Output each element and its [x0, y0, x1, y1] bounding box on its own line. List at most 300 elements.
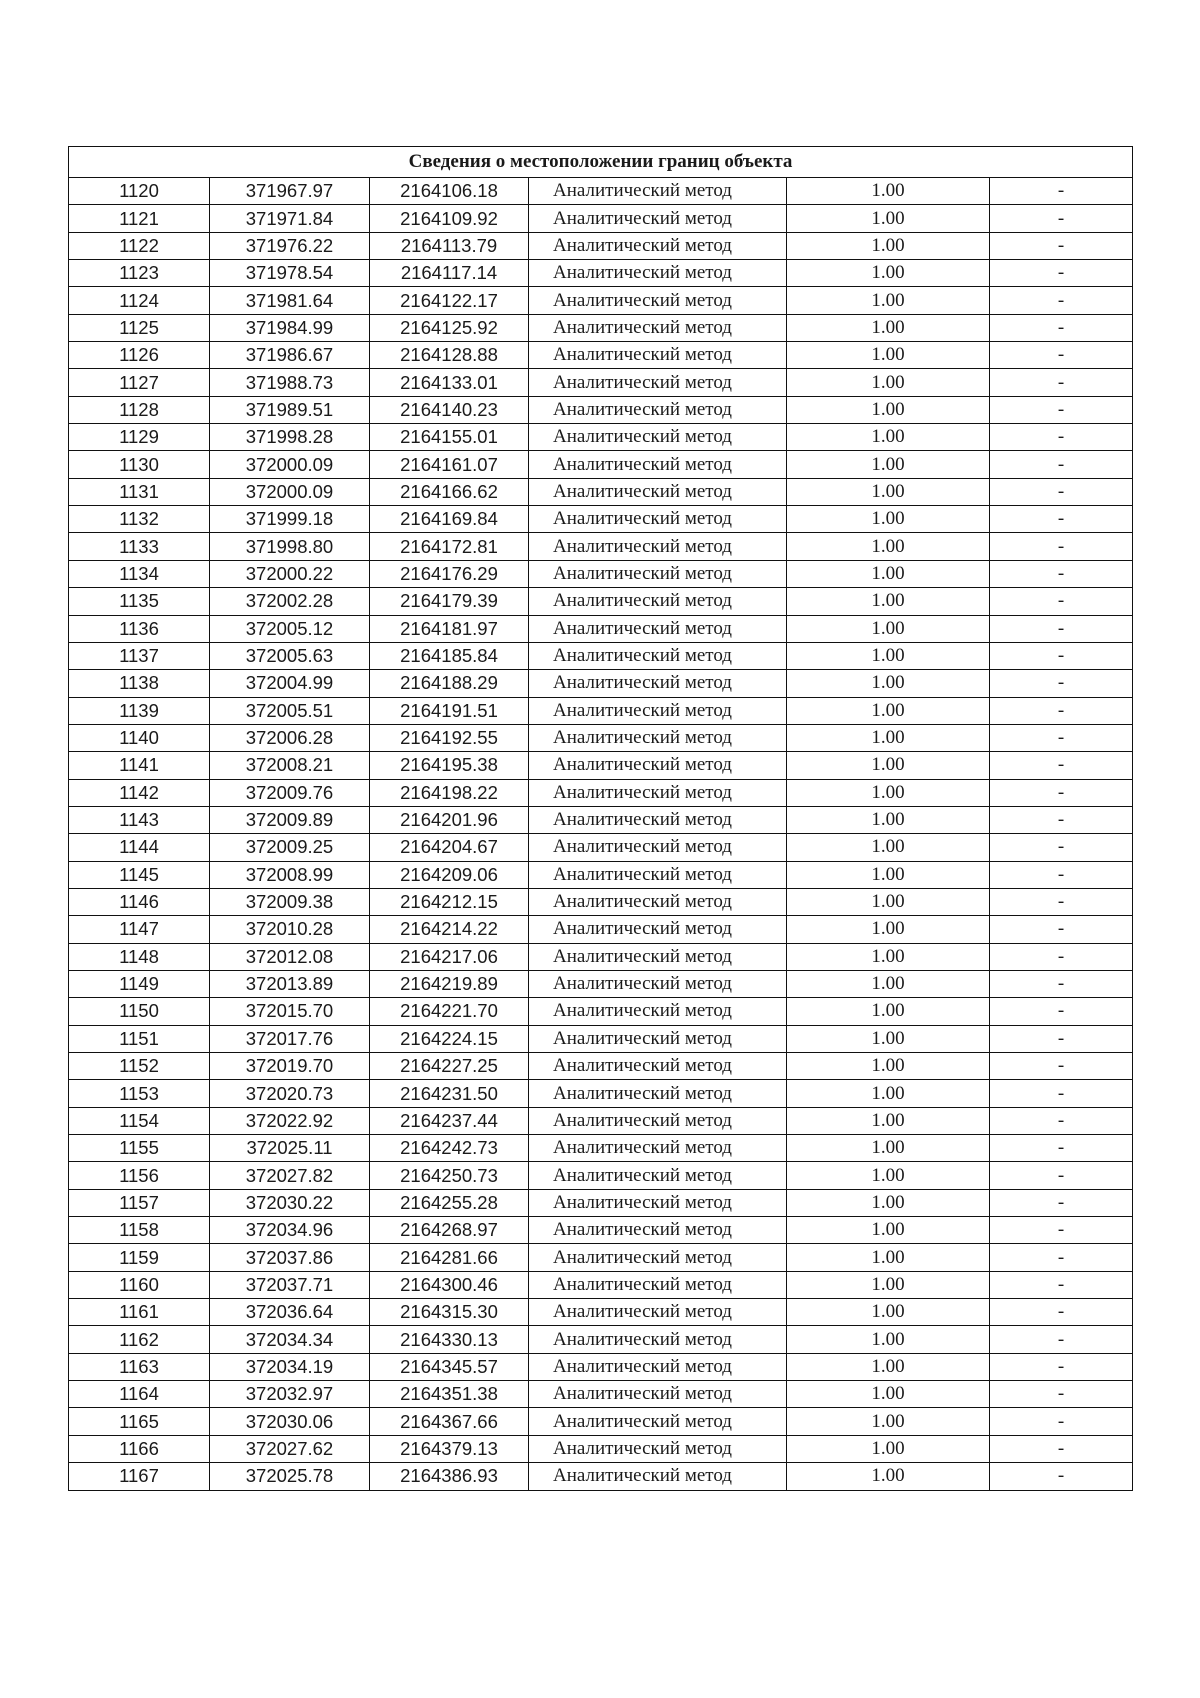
accuracy-cell: 1.00 [787, 1189, 990, 1216]
method-cell: Аналитический метод [529, 1463, 787, 1490]
y-coordinate-cell: 2164255.28 [370, 1189, 529, 1216]
y-coordinate-cell: 2164166.62 [370, 478, 529, 505]
y-coordinate-cell: 2164268.97 [370, 1217, 529, 1244]
point-number-cell: 1143 [69, 806, 210, 833]
note-cell: - [990, 970, 1133, 997]
table-row [69, 369, 1133, 396]
y-coordinate-cell: 2164133.01 [370, 369, 529, 396]
accuracy-cell: 1.00 [787, 916, 990, 943]
method-cell: Аналитический метод [529, 1025, 787, 1052]
method-cell: Аналитический метод [529, 1189, 787, 1216]
method-cell: Аналитический метод [529, 342, 787, 369]
method-cell: Аналитический метод [529, 670, 787, 697]
table-row [69, 615, 1133, 642]
note-cell: - [990, 834, 1133, 861]
table-row [69, 697, 1133, 724]
point-number-cell: 1140 [69, 724, 210, 751]
table-row [69, 1435, 1133, 1462]
accuracy-cell: 1.00 [787, 861, 990, 888]
method-cell: Аналитический метод [529, 1244, 787, 1271]
method-cell: Аналитический метод [529, 916, 787, 943]
y-coordinate-cell: 2164140.23 [370, 396, 529, 423]
note-cell: - [990, 314, 1133, 341]
note-cell: - [990, 1271, 1133, 1298]
accuracy-cell: 1.00 [787, 1271, 990, 1298]
method-cell: Аналитический метод [529, 1217, 787, 1244]
point-number-cell: 1120 [69, 178, 210, 205]
y-coordinate-cell: 2164386.93 [370, 1463, 529, 1490]
note-cell: - [990, 424, 1133, 451]
note-cell: - [990, 588, 1133, 615]
table-row [69, 806, 1133, 833]
accuracy-cell: 1.00 [787, 1299, 990, 1326]
note-cell: - [990, 670, 1133, 697]
point-number-cell: 1153 [69, 1080, 210, 1107]
point-number-cell: 1129 [69, 424, 210, 451]
method-cell: Аналитический метод [529, 697, 787, 724]
accuracy-cell: 1.00 [787, 1353, 990, 1380]
note-cell: - [990, 533, 1133, 560]
x-coordinate-cell: 372017.76 [210, 1025, 370, 1052]
accuracy-cell: 1.00 [787, 342, 990, 369]
point-number-cell: 1125 [69, 314, 210, 341]
note-cell: - [990, 1408, 1133, 1435]
accuracy-cell: 1.00 [787, 506, 990, 533]
method-cell: Аналитический метод [529, 943, 787, 970]
y-coordinate-cell: 2164128.88 [370, 342, 529, 369]
method-cell: Аналитический метод [529, 1353, 787, 1380]
point-number-cell: 1135 [69, 588, 210, 615]
accuracy-cell: 1.00 [787, 178, 990, 205]
y-coordinate-cell: 2164204.67 [370, 834, 529, 861]
y-coordinate-cell: 2164201.96 [370, 806, 529, 833]
table-row [69, 970, 1133, 997]
point-number-cell: 1133 [69, 533, 210, 560]
accuracy-cell: 1.00 [787, 424, 990, 451]
x-coordinate-cell: 372034.34 [210, 1326, 370, 1353]
table-row [69, 1326, 1133, 1353]
accuracy-cell: 1.00 [787, 1435, 990, 1462]
x-coordinate-cell: 372030.06 [210, 1408, 370, 1435]
table-row [69, 1408, 1133, 1435]
x-coordinate-cell: 372010.28 [210, 916, 370, 943]
table-row [69, 670, 1133, 697]
table-row [69, 232, 1133, 259]
x-coordinate-cell: 371988.73 [210, 369, 370, 396]
accuracy-cell: 1.00 [787, 834, 990, 861]
point-number-cell: 1164 [69, 1381, 210, 1408]
table-row [69, 998, 1133, 1025]
note-cell: - [990, 1135, 1133, 1162]
table-row [69, 1162, 1133, 1189]
accuracy-cell: 1.00 [787, 1107, 990, 1134]
y-coordinate-cell: 2164195.38 [370, 752, 529, 779]
accuracy-cell: 1.00 [787, 1217, 990, 1244]
method-cell: Аналитический метод [529, 260, 787, 287]
x-coordinate-cell: 371967.97 [210, 178, 370, 205]
accuracy-cell: 1.00 [787, 588, 990, 615]
point-number-cell: 1161 [69, 1299, 210, 1326]
point-number-cell: 1162 [69, 1326, 210, 1353]
accuracy-cell: 1.00 [787, 1162, 990, 1189]
note-cell: - [990, 1025, 1133, 1052]
accuracy-cell: 1.00 [787, 533, 990, 560]
accuracy-cell: 1.00 [787, 998, 990, 1025]
note-cell: - [990, 998, 1133, 1025]
table-row [69, 560, 1133, 587]
table-row [69, 478, 1133, 505]
method-cell: Аналитический метод [529, 1107, 787, 1134]
y-coordinate-cell: 2164231.50 [370, 1080, 529, 1107]
method-cell: Аналитический метод [529, 369, 787, 396]
note-cell: - [990, 1326, 1133, 1353]
x-coordinate-cell: 371984.99 [210, 314, 370, 341]
x-coordinate-cell: 372013.89 [210, 970, 370, 997]
method-cell: Аналитический метод [529, 1381, 787, 1408]
point-number-cell: 1126 [69, 342, 210, 369]
accuracy-cell: 1.00 [787, 1135, 990, 1162]
x-coordinate-cell: 371971.84 [210, 205, 370, 232]
point-number-cell: 1139 [69, 697, 210, 724]
point-number-cell: 1137 [69, 642, 210, 669]
accuracy-cell: 1.00 [787, 369, 990, 396]
method-cell: Аналитический метод [529, 970, 787, 997]
y-coordinate-cell: 2164242.73 [370, 1135, 529, 1162]
x-coordinate-cell: 372002.28 [210, 588, 370, 615]
y-coordinate-cell: 2164106.18 [370, 178, 529, 205]
table-row [69, 1053, 1133, 1080]
note-cell: - [990, 1162, 1133, 1189]
point-number-cell: 1138 [69, 670, 210, 697]
x-coordinate-cell: 372015.70 [210, 998, 370, 1025]
point-number-cell: 1144 [69, 834, 210, 861]
note-cell: - [990, 1053, 1133, 1080]
accuracy-cell: 1.00 [787, 396, 990, 423]
method-cell: Аналитический метод [529, 205, 787, 232]
point-number-cell: 1136 [69, 615, 210, 642]
point-number-cell: 1142 [69, 779, 210, 806]
y-coordinate-cell: 2164219.89 [370, 970, 529, 997]
x-coordinate-cell: 372022.92 [210, 1107, 370, 1134]
x-coordinate-cell: 372008.21 [210, 752, 370, 779]
note-cell: - [990, 1381, 1133, 1408]
y-coordinate-cell: 2164155.01 [370, 424, 529, 451]
point-number-cell: 1149 [69, 970, 210, 997]
note-cell: - [990, 451, 1133, 478]
table-title-row [69, 147, 1133, 178]
y-coordinate-cell: 2164109.92 [370, 205, 529, 232]
accuracy-cell: 1.00 [787, 287, 990, 314]
y-coordinate-cell: 2164117.14 [370, 260, 529, 287]
accuracy-cell: 1.00 [787, 1463, 990, 1490]
table-row [69, 1135, 1133, 1162]
y-coordinate-cell: 2164188.29 [370, 670, 529, 697]
accuracy-cell: 1.00 [787, 451, 990, 478]
point-number-cell: 1150 [69, 998, 210, 1025]
y-coordinate-cell: 2164122.17 [370, 287, 529, 314]
method-cell: Аналитический метод [529, 1271, 787, 1298]
accuracy-cell: 1.00 [787, 1025, 990, 1052]
x-coordinate-cell: 372032.97 [210, 1381, 370, 1408]
accuracy-cell: 1.00 [787, 1381, 990, 1408]
table-row [69, 779, 1133, 806]
point-number-cell: 1163 [69, 1353, 210, 1380]
point-number-cell: 1152 [69, 1053, 210, 1080]
x-coordinate-cell: 372005.63 [210, 642, 370, 669]
method-cell: Аналитический метод [529, 1408, 787, 1435]
x-coordinate-cell: 372005.51 [210, 697, 370, 724]
table-row [69, 451, 1133, 478]
x-coordinate-cell: 372009.25 [210, 834, 370, 861]
y-coordinate-cell: 2164224.15 [370, 1025, 529, 1052]
method-cell: Аналитический метод [529, 533, 787, 560]
x-coordinate-cell: 372006.28 [210, 724, 370, 751]
x-coordinate-cell: 372019.70 [210, 1053, 370, 1080]
note-cell: - [990, 697, 1133, 724]
note-cell: - [990, 260, 1133, 287]
table-row [69, 533, 1133, 560]
point-number-cell: 1146 [69, 888, 210, 915]
x-coordinate-cell: 371978.54 [210, 260, 370, 287]
note-cell: - [990, 506, 1133, 533]
x-coordinate-cell: 372034.19 [210, 1353, 370, 1380]
y-coordinate-cell: 2164250.73 [370, 1162, 529, 1189]
point-number-cell: 1158 [69, 1217, 210, 1244]
y-coordinate-cell: 2164176.29 [370, 560, 529, 587]
note-cell: - [990, 1463, 1133, 1490]
accuracy-cell: 1.00 [787, 1326, 990, 1353]
table-row [69, 1217, 1133, 1244]
y-coordinate-cell: 2164192.55 [370, 724, 529, 751]
x-coordinate-cell: 371981.64 [210, 287, 370, 314]
table-row [69, 861, 1133, 888]
table-row [69, 1299, 1133, 1326]
method-cell: Аналитический метод [529, 1135, 787, 1162]
y-coordinate-cell: 2164237.44 [370, 1107, 529, 1134]
y-coordinate-cell: 2164191.51 [370, 697, 529, 724]
point-number-cell: 1124 [69, 287, 210, 314]
y-coordinate-cell: 2164169.84 [370, 506, 529, 533]
x-coordinate-cell: 372009.89 [210, 806, 370, 833]
method-cell: Аналитический метод [529, 752, 787, 779]
method-cell: Аналитический метод [529, 834, 787, 861]
x-coordinate-cell: 372030.22 [210, 1189, 370, 1216]
y-coordinate-cell: 2164300.46 [370, 1271, 529, 1298]
note-cell: - [990, 478, 1133, 505]
accuracy-cell: 1.00 [787, 779, 990, 806]
accuracy-cell: 1.00 [787, 806, 990, 833]
method-cell: Аналитический метод [529, 314, 787, 341]
table-row [69, 287, 1133, 314]
note-cell: - [990, 342, 1133, 369]
accuracy-cell: 1.00 [787, 260, 990, 287]
x-coordinate-cell: 372034.96 [210, 1217, 370, 1244]
accuracy-cell: 1.00 [787, 1053, 990, 1080]
x-coordinate-cell: 372025.11 [210, 1135, 370, 1162]
method-cell: Аналитический метод [529, 1299, 787, 1326]
point-number-cell: 1145 [69, 861, 210, 888]
y-coordinate-cell: 2164367.66 [370, 1408, 529, 1435]
method-cell: Аналитический метод [529, 478, 787, 505]
point-number-cell: 1128 [69, 396, 210, 423]
point-number-cell: 1160 [69, 1271, 210, 1298]
table-row [69, 1244, 1133, 1271]
note-cell: - [990, 916, 1133, 943]
note-cell: - [990, 861, 1133, 888]
method-cell: Аналитический метод [529, 806, 787, 833]
table-row [69, 396, 1133, 423]
table-body [69, 178, 1133, 1491]
y-coordinate-cell: 2164185.84 [370, 642, 529, 669]
note-cell: - [990, 779, 1133, 806]
table-row [69, 752, 1133, 779]
x-coordinate-cell: 371998.28 [210, 424, 370, 451]
x-coordinate-cell: 372005.12 [210, 615, 370, 642]
method-cell: Аналитический метод [529, 178, 787, 205]
table-row [69, 1271, 1133, 1298]
point-number-cell: 1127 [69, 369, 210, 396]
method-cell: Аналитический метод [529, 1435, 787, 1462]
x-coordinate-cell: 371998.80 [210, 533, 370, 560]
y-coordinate-cell: 2164172.81 [370, 533, 529, 560]
y-coordinate-cell: 2164209.06 [370, 861, 529, 888]
point-number-cell: 1131 [69, 478, 210, 505]
method-cell: Аналитический метод [529, 396, 787, 423]
method-cell: Аналитический метод [529, 1053, 787, 1080]
y-coordinate-cell: 2164315.30 [370, 1299, 529, 1326]
note-cell: - [990, 1080, 1133, 1107]
x-coordinate-cell: 372020.73 [210, 1080, 370, 1107]
table-row [69, 1353, 1133, 1380]
note-cell: - [990, 1107, 1133, 1134]
method-cell: Аналитический метод [529, 1326, 787, 1353]
table-row [69, 314, 1133, 341]
y-coordinate-cell: 2164330.13 [370, 1326, 529, 1353]
point-number-cell: 1141 [69, 752, 210, 779]
note-cell: - [990, 752, 1133, 779]
method-cell: Аналитический метод [529, 724, 787, 751]
y-coordinate-cell: 2164125.92 [370, 314, 529, 341]
x-coordinate-cell: 371989.51 [210, 396, 370, 423]
method-cell: Аналитический метод [529, 451, 787, 478]
accuracy-cell: 1.00 [787, 314, 990, 341]
x-coordinate-cell: 372025.78 [210, 1463, 370, 1490]
x-coordinate-cell: 371986.67 [210, 342, 370, 369]
accuracy-cell: 1.00 [787, 752, 990, 779]
x-coordinate-cell: 372000.09 [210, 478, 370, 505]
table-row [69, 916, 1133, 943]
y-coordinate-cell: 2164379.13 [370, 1435, 529, 1462]
note-cell: - [990, 369, 1133, 396]
point-number-cell: 1148 [69, 943, 210, 970]
note-cell: - [990, 724, 1133, 751]
accuracy-cell: 1.00 [787, 970, 990, 997]
accuracy-cell: 1.00 [787, 1408, 990, 1435]
point-number-cell: 1134 [69, 560, 210, 587]
point-number-cell: 1167 [69, 1463, 210, 1490]
table-row [69, 588, 1133, 615]
method-cell: Аналитический метод [529, 232, 787, 259]
y-coordinate-cell: 2164221.70 [370, 998, 529, 1025]
note-cell: - [990, 943, 1133, 970]
y-coordinate-cell: 2164212.15 [370, 888, 529, 915]
table-row [69, 1080, 1133, 1107]
point-number-cell: 1157 [69, 1189, 210, 1216]
x-coordinate-cell: 372027.82 [210, 1162, 370, 1189]
method-cell: Аналитический метод [529, 998, 787, 1025]
accuracy-cell: 1.00 [787, 697, 990, 724]
x-coordinate-cell: 371999.18 [210, 506, 370, 533]
x-coordinate-cell: 372012.08 [210, 943, 370, 970]
x-coordinate-cell: 372004.99 [210, 670, 370, 697]
point-number-cell: 1165 [69, 1408, 210, 1435]
table-row [69, 1025, 1133, 1052]
accuracy-cell: 1.00 [787, 642, 990, 669]
y-coordinate-cell: 2164351.38 [370, 1381, 529, 1408]
y-coordinate-cell: 2164227.25 [370, 1053, 529, 1080]
method-cell: Аналитический метод [529, 779, 787, 806]
accuracy-cell: 1.00 [787, 670, 990, 697]
table-row [69, 642, 1133, 669]
accuracy-cell: 1.00 [787, 943, 990, 970]
point-number-cell: 1156 [69, 1162, 210, 1189]
point-number-cell: 1154 [69, 1107, 210, 1134]
point-number-cell: 1147 [69, 916, 210, 943]
method-cell: Аналитический метод [529, 1162, 787, 1189]
note-cell: - [990, 642, 1133, 669]
method-cell: Аналитический метод [529, 615, 787, 642]
note-cell: - [990, 287, 1133, 314]
note-cell: - [990, 560, 1133, 587]
y-coordinate-cell: 2164217.06 [370, 943, 529, 970]
note-cell: - [990, 1435, 1133, 1462]
x-coordinate-cell: 372036.64 [210, 1299, 370, 1326]
point-number-cell: 1159 [69, 1244, 210, 1271]
table-row [69, 424, 1133, 451]
table-row [69, 178, 1133, 205]
x-coordinate-cell: 372000.22 [210, 560, 370, 587]
point-number-cell: 1121 [69, 205, 210, 232]
note-cell: - [990, 888, 1133, 915]
accuracy-cell: 1.00 [787, 1244, 990, 1271]
note-cell: - [990, 615, 1133, 642]
x-coordinate-cell: 372009.38 [210, 888, 370, 915]
note-cell: - [990, 806, 1133, 833]
table-title: Сведения о местоположении границ объекта [69, 147, 1133, 178]
y-coordinate-cell: 2164181.97 [370, 615, 529, 642]
note-cell: - [990, 1353, 1133, 1380]
y-coordinate-cell: 2164198.22 [370, 779, 529, 806]
table-row [69, 205, 1133, 232]
accuracy-cell: 1.00 [787, 478, 990, 505]
y-coordinate-cell: 2164281.66 [370, 1244, 529, 1271]
x-coordinate-cell: 372037.86 [210, 1244, 370, 1271]
y-coordinate-cell: 2164179.39 [370, 588, 529, 615]
table-row [69, 342, 1133, 369]
accuracy-cell: 1.00 [787, 205, 990, 232]
x-coordinate-cell: 371976.22 [210, 232, 370, 259]
accuracy-cell: 1.00 [787, 1080, 990, 1107]
x-coordinate-cell: 372037.71 [210, 1271, 370, 1298]
point-number-cell: 1130 [69, 451, 210, 478]
y-coordinate-cell: 2164161.07 [370, 451, 529, 478]
table-row [69, 1189, 1133, 1216]
accuracy-cell: 1.00 [787, 615, 990, 642]
note-cell: - [990, 1189, 1133, 1216]
method-cell: Аналитический метод [529, 1080, 787, 1107]
point-number-cell: 1151 [69, 1025, 210, 1052]
note-cell: - [990, 396, 1133, 423]
